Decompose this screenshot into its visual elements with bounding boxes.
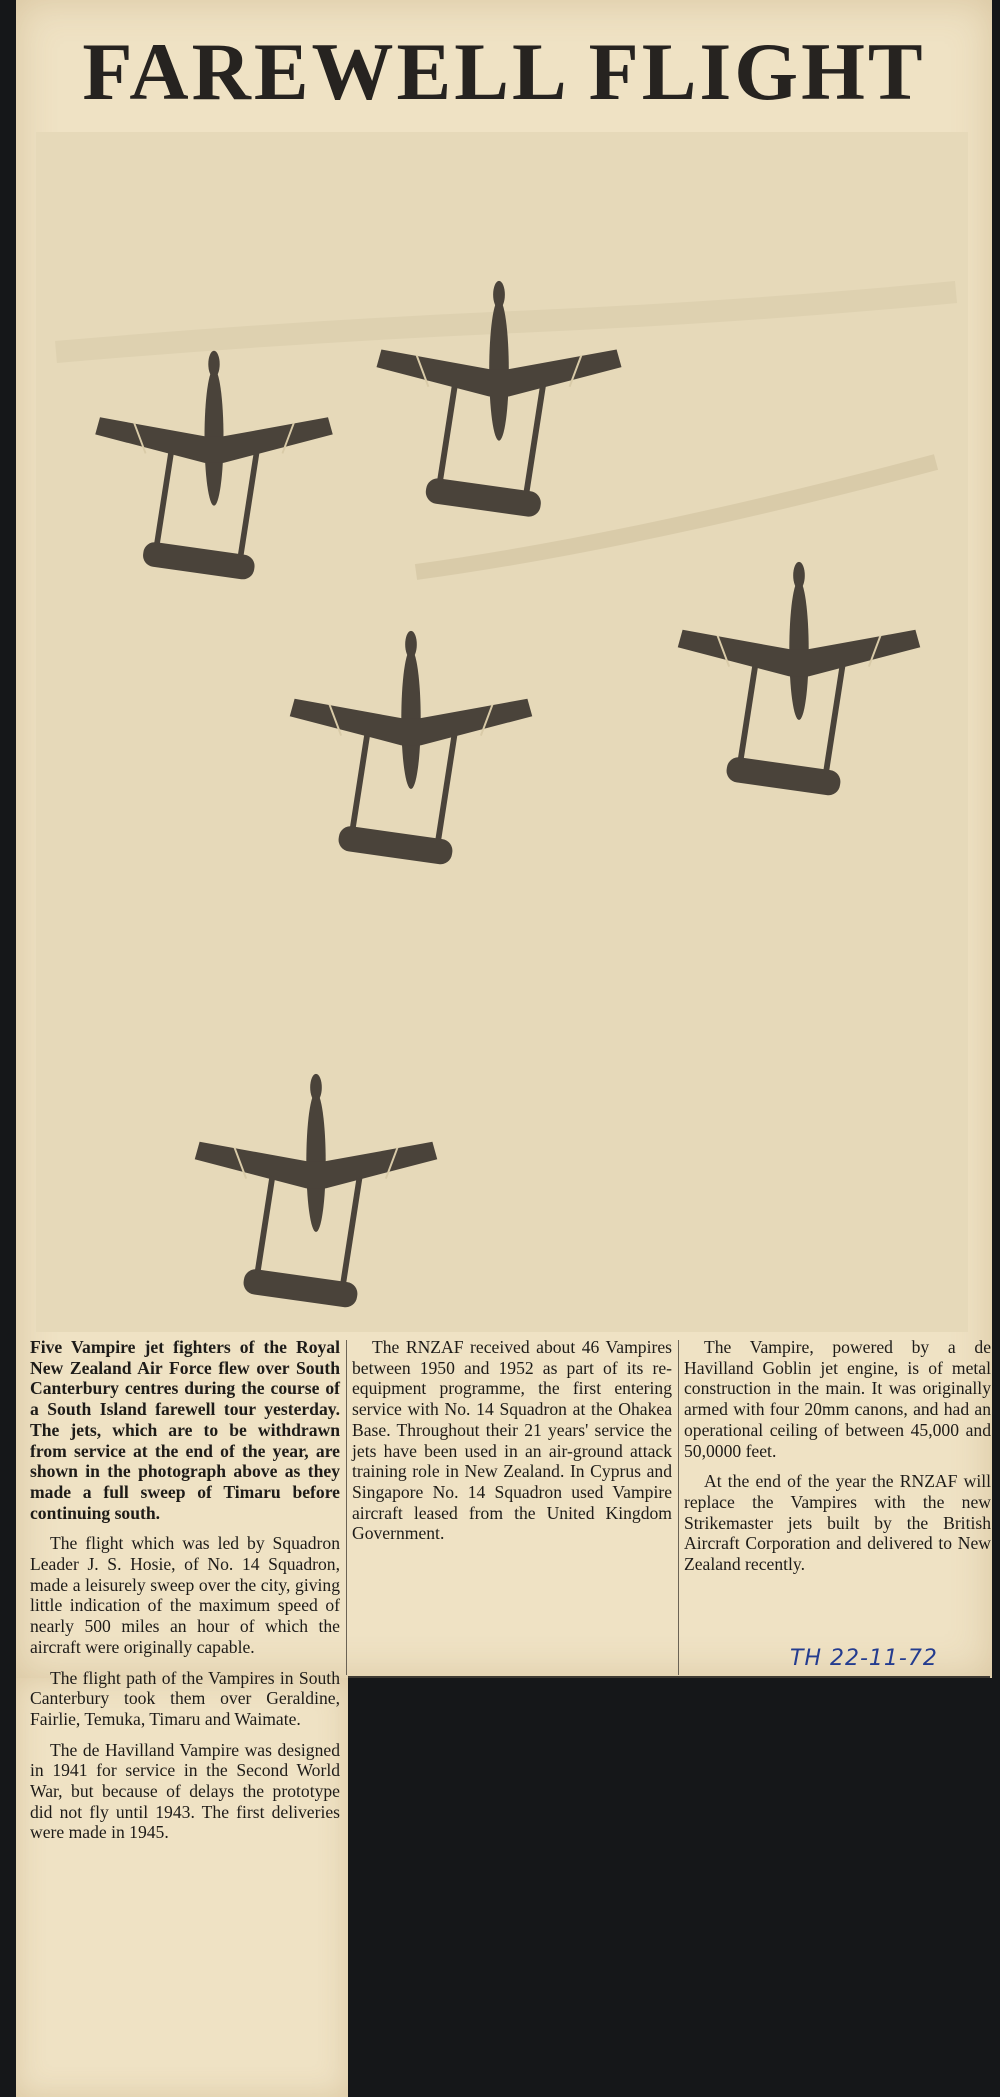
article-column-2	[352, 1337, 672, 1554]
date-stamp: TH 22-11-72	[790, 1646, 938, 1671]
paragraph: The RNZAF received about 46 Vampires between 1950 and 1952 as part of its re-equipment programme, the first entering service with No. 14 Squadron at the Ohakea Base. Throughout their 21 years' service the jets have been used in an air-ground attack training role in New Zealand. In Cyprus and Singapore No. 14 Squadron used Vampire aircraft leased from the United Kingdom Government.	[352, 1337, 672, 1544]
article-column-3	[684, 1337, 991, 1585]
paragraph: At the end of the year the RNZAF will replace the Vampires with the new Strikemaster jets built by the British Aircraft Corporation and delivered to New Zealand recently.	[684, 1471, 991, 1575]
paragraph: The de Havilland Vampire was designed in 1941 for service in the Second World War, but because of delays the prototype did not fly until 1943. The first deliveries were made in 1945.	[30, 1739, 340, 1843]
lead-paragraph: Five Vampire jet fighters of the Royal New Zealand Air Force flew over South Canterbury centres during the course of a South Island farewell tour yesterday. The jets, which are to be withdrawn from service at the end of the year, are shown in the photograph above as they made a full sweep of Timaru before continuing south.	[30, 1337, 340, 1523]
headline: FAREWELL FLIGHT	[82, 26, 926, 117]
paragraph: The Vampire, powered by a de Havilland Goblin jet engine, is of metal construction in the main. It was originally armed with four 20mm canons, and had an operational ceiling of between 45,000 and 50,0000 feet.	[684, 1337, 991, 1461]
column-rule	[346, 1340, 347, 1675]
article-column-1	[30, 1337, 340, 1853]
column-rule	[678, 1340, 679, 1675]
paragraph: The flight which was led by Squadron Leader J. S. Hosie, of No. 14 Squadron, made a leisurely sweep over the city, giving little indication of the maximum speed of nearly 500 miles an hour of which the aircraft were originally capable.	[30, 1533, 340, 1657]
paragraph: The flight path of the Vampires in South Canterbury took them over Geraldine, Fairlie, Temuka, Timaru and Waimate.	[30, 1667, 340, 1729]
bottom-rule	[348, 1676, 990, 1678]
jet-formation-photo	[36, 132, 968, 1332]
